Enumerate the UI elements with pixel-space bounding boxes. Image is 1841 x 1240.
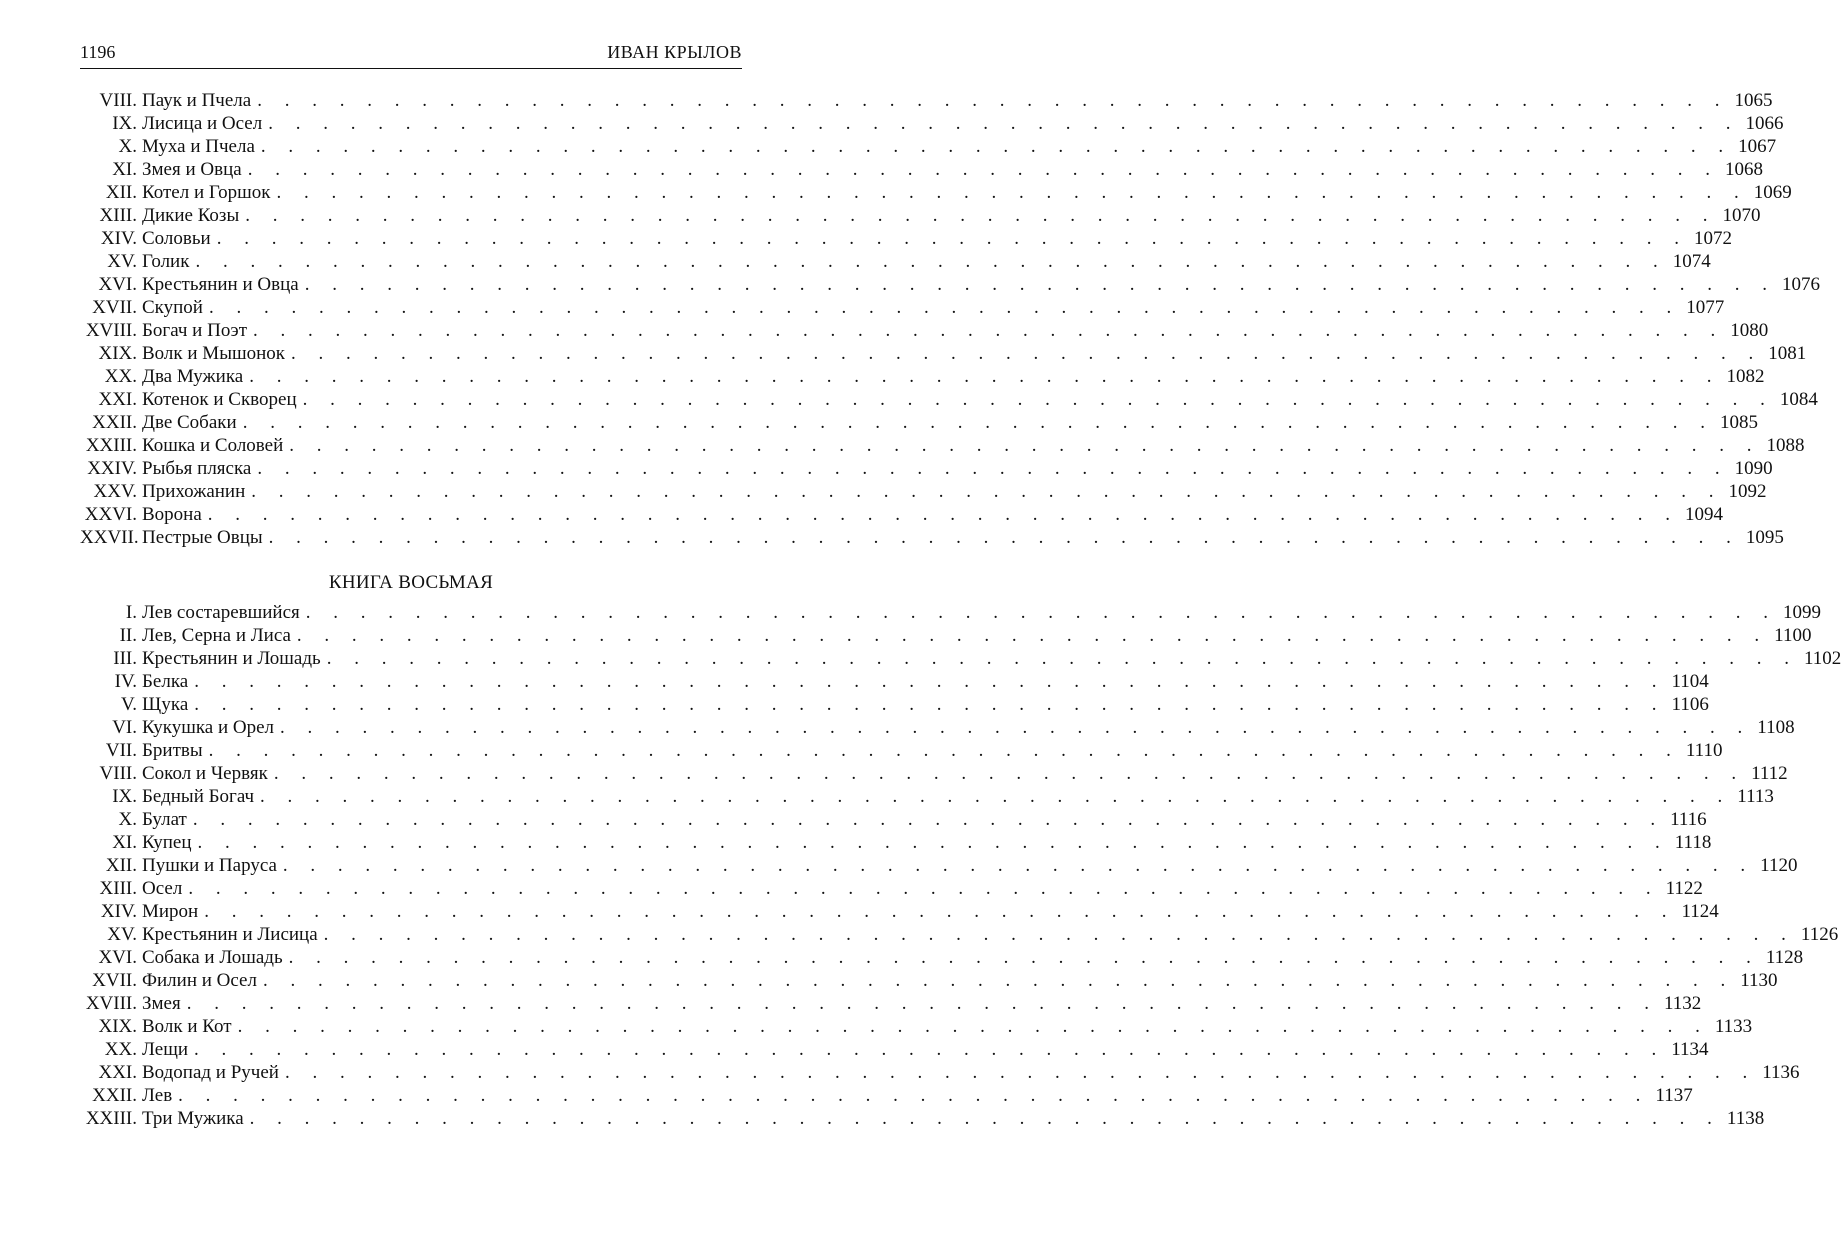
dot-leader: . . . . . . . . . . . . . . . . . . . . . . . . . . . . . . . . . . . . . . . . . . . . . . . . . . . . . . [323,924,1795,945]
entry-page-number: 1110 [1685,740,1723,761]
toc-entry [80,181,1792,204]
entry-page-number: 1070 [1722,205,1761,226]
entry-title: Змея и Овца [142,159,242,180]
dot-leader: . . . . . . . . . . . . . . . . . . . . . . . . . . . . . . . . . . . . . . . . . . . . . . . . . . . . . . [237,1016,1709,1037]
entry-number: XVII. [92,297,137,318]
dot-leader: . . . . . . . . . . . . . . . . . . . . . . . . . . . . . . . . . . . . . . . . . . . . . . . . . . . . . . [242,412,1714,433]
dot-leader: . . . . . . . . . . . . . . . . . . . . . . . . . . . . . . . . . . . . . . . . . . . . . . . . . . . . . . [260,786,1732,807]
entry-number: XII. [105,182,137,203]
entry-number: IV. [114,671,137,692]
dot-leader: . . . . . . . . . . . . . . . . . . . . . . . . . . . . . . . . . . . . . . . . . . . . . . . . . . . . . . [289,435,1761,456]
author-name: ИВАН КРЫЛОВ [607,42,742,62]
toc-entry [80,693,1709,716]
entry-page-number: 1082 [1726,366,1765,387]
entry-title: Голик [142,251,190,272]
entry-number: XIII. [99,878,137,899]
entry-title: Две Собаки [142,412,237,433]
toc-entry [80,992,1702,1015]
entry-number: III. [113,648,137,669]
dot-leader: . . . . . . . . . . . . . . . . . . . . . . . . . . . . . . . . . . . . . . . . . . . . . . . . . . . . . . [282,855,1755,876]
entry-number: XIV. [100,228,137,249]
entry-page-number: 1095 [1745,527,1784,548]
dot-leader: . . . . . . . . . . . . . . . . . . . . . . . . . . . . . . . . . . . . . . . . . . . . . . . . . . . . . . [192,809,1665,830]
entry-page-number: 1104 [1671,671,1709,692]
toc-entry [80,900,1719,923]
dot-leader: . . . . . . . . . . . . . . . . . . . . . . . . . . . . . . . . . . . . . . . . . . . . . . . . . . . . . . [247,159,1719,180]
dot-leader: . . . . . . . . . . . . . . . . . . . . . . . . . . . . . . . . . . . . . . . . . . . . . . . . . . . . . . [268,527,1740,548]
entry-title: Рыбья пляска [142,458,252,479]
dot-leader: . . . . . . . . . . . . . . . . . . . . . . . . . . . . . . . . . . . . . . . . . . . . . . . . . . . . . . [249,366,1721,387]
entry-number: XXIV. [87,458,137,479]
entry-title: Котенок и Скворец [142,389,297,410]
dot-leader: . . . . . . . . . . . . . . . . . . . . . . . . . . . . . . . . . . . . . . . . . . . . . . . . . . . . . . [291,343,1763,364]
toc-entry [80,1061,1800,1084]
entry-page-number: 1113 [1737,786,1774,807]
dot-leader: . . . . . . . . . . . . . . . . . . . . . . . . . . . . . . . . . . . . . . . . . . . . . . . . . . . . . . [260,136,1733,157]
dot-leader: . . . . . . . . . . . . . . . . . . . . . . . . . . . . . . . . . . . . . . . . . . . . . . . . . . . . . . [276,182,1748,203]
toc-entry [80,273,1820,296]
toc-entry [80,601,1822,624]
dot-leader: . . . . . . . . . . . . . . . . . . . . . . . . . . . . . . . . . . . . . . . . . . . . . . . . . . . . . . [194,694,1666,715]
entry-title: Соловьи [142,228,211,249]
toc-entry [80,670,1709,693]
entry-page-number: 1094 [1685,504,1724,525]
toc-entry [80,250,1711,273]
entry-number: XIX. [98,343,137,364]
toc-entry [80,785,1774,808]
entry-title: Лещи [142,1039,188,1060]
dot-leader: . . . . . . . . . . . . . . . . . . . . . . . . . . . . . . . . . . . . . . . . . . . . . . . . . . . . . . [178,1085,1650,1106]
entry-page-number: 1102 [1803,648,1841,669]
entry-title: Кукушка и Орел [142,717,275,738]
entry-page-number: 1085 [1719,412,1758,433]
entry-number: XX. [104,366,137,387]
toc-entry [80,808,1707,831]
entry-page-number: 1130 [1740,970,1778,991]
entry-page-number: 1112 [1751,763,1788,784]
entry-number: XXIII. [85,1108,137,1129]
entry-number: XII. [105,855,137,876]
entry-page-number: 1081 [1768,343,1807,364]
entry-page-number: 1080 [1730,320,1769,341]
entry-title: Мирон [142,901,199,922]
dot-leader: . . . . . . . . . . . . . . . . . . . . . . . . . . . . . . . . . . . . . . . . . . . . . . . . . . . . . . [302,389,1774,410]
entry-title: Пушки и Паруса [142,855,277,876]
toc-entry [80,946,1804,969]
toc-entry [80,739,1723,762]
entry-title: Бедный Богач [142,786,255,807]
entry-number: XXI. [98,389,137,410]
toc-entry [80,831,1712,854]
dot-leader: . . . . . . . . . . . . . . . . . . . . . . . . . . . . . . . . . . . . . . . . . . . . . . . . . . . . . . [208,740,1680,761]
entry-number: XX. [104,1039,137,1060]
entry-title: Лев [142,1085,173,1106]
entry-title: Прихожанин [142,481,246,502]
section-heading: КНИГА ВОСЬМАЯ [328,572,494,593]
entry-title: Котел и Горшок [142,182,271,203]
dot-leader: . . . . . . . . . . . . . . . . . . . . . . . . . . . . . . . . . . . . . . . . . . . . . . . . . . . . . . [257,90,1729,111]
dot-leader: . . . . . . . . . . . . . . . . . . . . . . . . . . . . . . . . . . . . . . . . . . . . . . . . . . . . . . [216,228,1688,249]
toc-entry [80,877,1703,900]
entry-number: XVIII. [85,320,137,341]
entry-page-number: 1099 [1783,602,1822,623]
dot-leader: . . . . . . . . . . . . . . . . . . . . . . . . . . . . . . . . . . . . . . . . . . . . . . . . . . . . . . [268,113,1740,134]
entry-number: XVII. [92,970,137,991]
entry-title: Лев, Серна и Лиса [142,625,291,646]
toc-entry [80,1084,1693,1107]
entry-number: X. [118,136,137,157]
entry-page-number: 1090 [1734,458,1773,479]
entry-number: XXV. [93,481,137,502]
dot-leader: . . . . . . . . . . . . . . . . . . . . . . . . . . . . . . . . . . . . . . . . . . . . . . . . . . . . . . [262,970,1735,991]
entry-title: Дикие Козы [142,205,240,226]
toc-entry [80,526,1784,549]
toc-list-book-seven [80,89,1820,549]
entry-title: Водопад и Ручей [142,1062,279,1083]
entry-page-number: 1128 [1765,947,1804,968]
entry-page-number: 1138 [1726,1108,1765,1129]
entry-number: XVI. [98,274,137,295]
entry-page-number: 1065 [1734,90,1773,111]
entry-number: XI. [112,832,137,853]
toc-entry [80,1015,1753,1038]
toc-entry [80,923,1839,946]
dot-leader: . . . . . . . . . . . . . . . . . . . . . . . . . . . . . . . . . . . . . . . . . . . . . . . . . . . . . . [284,1062,1757,1083]
entry-page-number: 1118 [1674,832,1712,853]
entry-title: Лисица и Осел [142,113,263,134]
entry-title: Бритвы [142,740,203,761]
entry-number: VI. [112,717,137,738]
entry-page-number: 1106 [1671,694,1709,715]
entry-title: Крестьянин и Лисица [142,924,318,945]
dot-leader: . . . . . . . . . . . . . . . . . . . . . . . . . . . . . . . . . . . . . . . . . . . . . . . . . . . . . . [186,993,1658,1014]
toc-entry [80,204,1761,227]
entry-number: XI. [112,159,137,180]
entry-title: Крестьянин и Овца [142,274,299,295]
dot-leader: . . . . . . . . . . . . . . . . . . . . . . . . . . . . . . . . . . . . . . . . . . . . . . . . . . . . . . [208,297,1681,318]
toc-entry [80,503,1724,526]
dot-leader: . . . . . . . . . . . . . . . . . . . . . . . . . . . . . . . . . . . . . . . . . . . . . . . . . . . . . . [257,458,1729,479]
entry-title: Осел [142,878,183,899]
entry-title: Булат [142,809,187,830]
toc-entry [80,1038,1709,1061]
toc-entry [80,319,1769,342]
entry-number: II. [119,625,137,646]
entry-title: Сокол и Червяк [142,763,268,784]
entry-number: XIX. [98,1016,137,1037]
dot-leader: . . . . . . . . . . . . . . . . . . . . . . . . . . . . . . . . . . . . . . . . . . . . . . . . . . . . . . [188,878,1660,899]
entry-page-number: 1133 [1714,1016,1753,1037]
toc-entry [80,296,1725,319]
entry-page-number: 1068 [1724,159,1763,180]
dot-leader: . . . . . . . . . . . . . . . . . . . . . . . . . . . . . . . . . . . . . . . . . . . . . . . . . . . . . . [280,717,1752,738]
entry-number: XXIII. [85,435,137,456]
toc-list-book-eight [80,601,1841,1130]
entry-title: Лев состаревшийся [142,602,300,623]
toc-entry [80,716,1795,739]
entry-number: X. [118,809,137,830]
entry-page-number: 1108 [1757,717,1795,738]
toc-entry [80,647,1841,670]
toc-entry [80,434,1805,457]
dot-leader: . . . . . . . . . . . . . . . . . . . . . . . . . . . . . . . . . . . . . . . . . . . . . . . . . . . . . . [253,320,1725,341]
entry-page-number: 1132 [1663,993,1702,1014]
entry-page-number: 1066 [1745,113,1784,134]
dot-leader: . . . . . . . . . . . . . . . . . . . . . . . . . . . . . . . . . . . . . . . . . . . . . . . . . . . . . . [304,274,1776,295]
toc-entry [80,1107,1765,1130]
entry-number: I. [125,602,137,623]
dot-leader: . . . . . . . . . . . . . . . . . . . . . . . . . . . . . . . . . . . . . . . . . . . . . . . . . . . . . . [326,648,1798,669]
entry-number: XXVII. [80,527,139,548]
entry-number: VII. [105,740,137,761]
entry-number: XV. [107,924,137,945]
dot-leader: . . . . . . . . . . . . . . . . . . . . . . . . . . . . . . . . . . . . . . . . . . . . . . . . . . . . . . [249,1108,1721,1129]
entry-number: XXII. [92,1085,137,1106]
entry-page-number: 1124 [1681,901,1719,922]
dot-leader: . . . . . . . . . . . . . . . . . . . . . . . . . . . . . . . . . . . . . . . . . . . . . . . . . . . . . . [194,1039,1666,1060]
entry-page-number: 1084 [1779,389,1818,410]
entry-title: Скупой [142,297,203,318]
toc-entry [80,457,1773,480]
entry-title: Филин и Осел [142,970,257,991]
entry-page-number: 1074 [1672,251,1711,272]
dot-leader: . . . . . . . . . . . . . . . . . . . . . . . . . . . . . . . . . . . . . . . . . . . . . . . . . . . . . . [195,251,1667,272]
toc-entry [80,480,1767,503]
entry-number: IX. [112,113,137,134]
dot-leader: . . . . . . . . . . . . . . . . . . . . . . . . . . . . . . . . . . . . . . . . . . . . . . . . . . . . . . [245,205,1717,226]
running-header [80,40,742,69]
toc-entry [80,762,1788,785]
entry-page-number: 1076 [1781,274,1820,295]
entry-title: Два Мужика [142,366,244,387]
dot-leader: . . . . . . . . . . . . . . . . . . . . . . . . . . . . . . . . . . . . . . . . . . . . . . . . . . . . . . [194,671,1666,692]
toc-entry [80,227,1732,250]
entry-title: Ворона [142,504,202,525]
entry-page-number: 1126 [1800,924,1839,945]
toc-entry [80,158,1763,181]
toc-entry [80,624,1812,647]
toc-entry [80,854,1798,877]
entry-page-number: 1077 [1686,297,1725,318]
entry-title: Волк и Мышонок [142,343,285,364]
toc-entry [80,969,1778,992]
entry-title: Паук и Пчела [142,90,252,111]
entry-page-number: 1120 [1760,855,1798,876]
entry-page-number: 1122 [1665,878,1703,899]
toc-entry [80,342,1807,365]
entry-number: XVIII. [85,993,137,1014]
dot-leader: . . . . . . . . . . . . . . . . . . . . . . . . . . . . . . . . . . . . . . . . . . . . . . . . . . . . . . [197,832,1669,853]
entry-title: Змея [142,993,181,1014]
entry-page-number: 1072 [1693,228,1732,249]
entry-number: XIV. [100,901,137,922]
dot-leader: . . . . . . . . . . . . . . . . . . . . . . . . . . . . . . . . . . . . . . . . . . . . . . . . . . . . . . [207,504,1680,525]
entry-page-number: 1136 [1762,1062,1800,1083]
entry-number: V. [120,694,137,715]
dot-leader: . . . . . . . . . . . . . . . . . . . . . . . . . . . . . . . . . . . . . . . . . . . . . . . . . . . . . . [288,947,1760,968]
dot-leader: . . . . . . . . . . . . . . . . . . . . . . . . . . . . . . . . . . . . . . . . . . . . . . . . . . . . . . [296,625,1769,646]
entry-title: Кошка и Соловей [142,435,284,456]
dot-leader: . . . . . . . . . . . . . . . . . . . . . . . . . . . . . . . . . . . . . . . . . . . . . . . . . . . . . . [251,481,1723,502]
entry-title: Купец [142,832,192,853]
entry-title: Щука [142,694,189,715]
entry-number: XXII. [92,412,137,433]
entry-title: Муха и Пчела [142,136,255,157]
entry-page-number: 1134 [1671,1039,1709,1060]
entry-number: XVI. [98,947,137,968]
toc-entry [80,411,1758,434]
entry-page-number: 1100 [1774,625,1812,646]
entry-title: Собака и Лошадь [142,947,283,968]
entry-page-number: 1116 [1670,809,1707,830]
entry-number: XXI. [98,1062,137,1083]
entry-page-number: 1092 [1728,481,1767,502]
entry-title: Волк и Кот [142,1016,232,1037]
entry-page-number: 1137 [1655,1085,1693,1106]
entry-number: VIII. [99,763,137,784]
entry-number: VIII. [99,90,137,111]
entry-number: XV. [107,251,137,272]
entry-number: XXVI. [84,504,137,525]
toc-entry [80,112,1784,135]
entry-page-number: 1069 [1753,182,1792,203]
page-number: 1196 [80,42,116,62]
dot-leader: . . . . . . . . . . . . . . . . . . . . . . . . . . . . . . . . . . . . . . . . . . . . . . . . . . . . . . [204,901,1676,922]
dot-leader: . . . . . . . . . . . . . . . . . . . . . . . . . . . . . . . . . . . . . . . . . . . . . . . . . . . . . . [273,763,1746,784]
entry-title: Пестрые Овцы [142,527,263,548]
entry-number: IX. [112,786,137,807]
entry-number: XIII. [99,205,137,226]
entry-page-number: 1067 [1738,136,1777,157]
entry-title: Белка [142,671,189,692]
toc-entry [80,135,1777,158]
entry-page-number: 1088 [1766,435,1805,456]
entry-title: Крестьянин и Лошадь [142,648,321,669]
toc-entry [80,388,1818,411]
dot-leader: . . . . . . . . . . . . . . . . . . . . . . . . . . . . . . . . . . . . . . . . . . . . . . . . . . . . . . [305,602,1778,623]
toc-entry [80,365,1765,388]
toc-entry [80,89,1773,112]
entry-title: Три Мужика [142,1108,244,1129]
entry-title: Богач и Поэт [142,320,248,341]
